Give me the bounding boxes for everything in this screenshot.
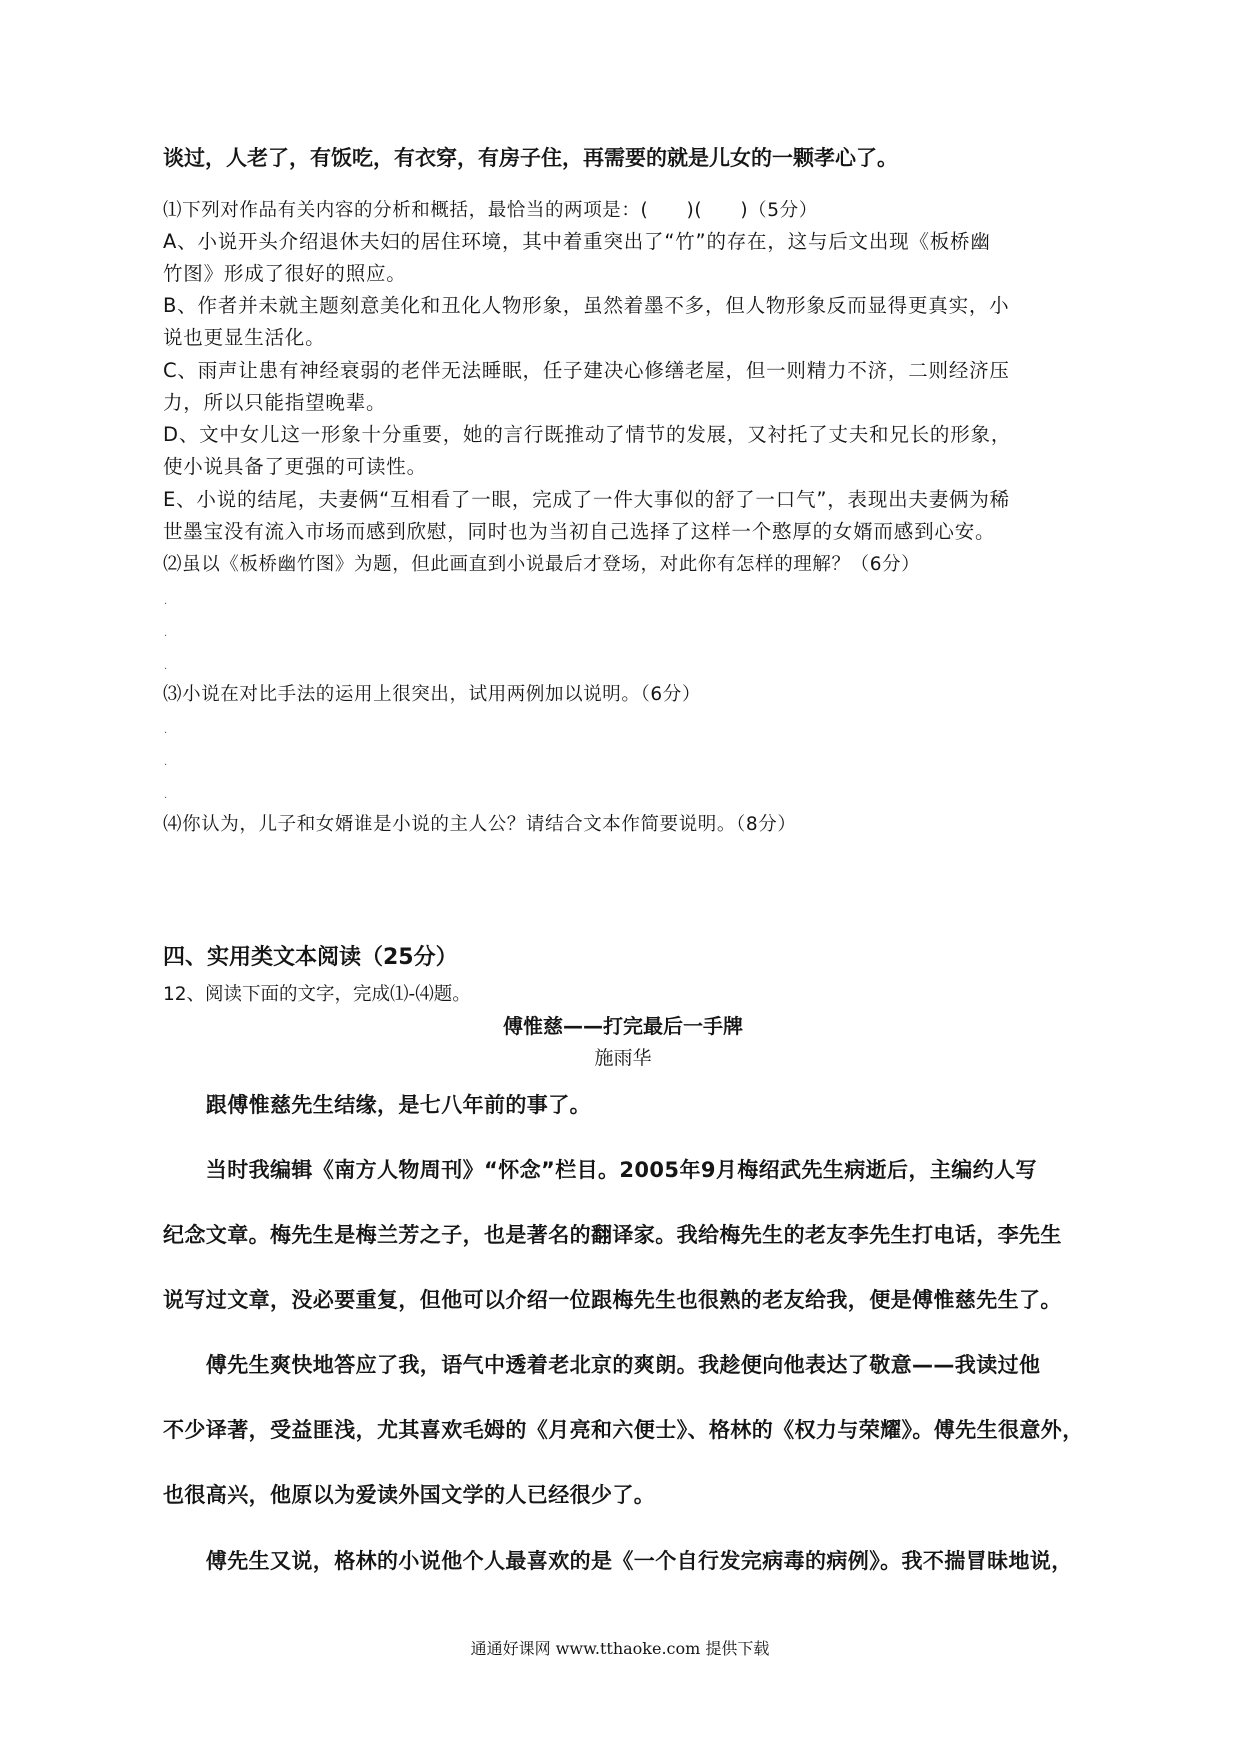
- body-paragraph-line: 跟傅惟慈先生结缘，是七八年前的事了。: [163, 1093, 591, 1117]
- body-paragraph-line: 当时我编辑《南方人物周刊》“怀念”栏目。2005年9月梅绍武先生病逝后，主编约人写: [163, 1158, 1037, 1182]
- body-paragraph-line: 傅先生又说，格林的小说他个人最喜欢的是《一个自行发完病毒的病例》。我不揣冒昧地说，: [163, 1549, 1073, 1573]
- body-paragraph-line: 纪念文章。梅先生是梅兰芳之子，也是著名的翻译家。我给梅先生的老友李先生打电话，李先生: [163, 1223, 1062, 1247]
- option-e-line-2: 世墨宝没有流入市场而感到欣慰，同时也为当初自己选择了这样一个憨厚的女婿而感到心安。: [163, 520, 996, 543]
- question-1-prompt: ⑴下列对作品有关内容的分析和概括，最恰当的两项是：( )( )（5分）: [163, 200, 818, 221]
- task-instruction: 12、阅读下面的文字，完成⑴-⑷题。: [163, 984, 471, 1005]
- option-c-line-1: C、雨声让患有神经衰弱的老伴无法睡眠，任子建决心修缮老屋，但一则精力不济，二则经济压: [163, 359, 1010, 382]
- body-paragraph-line: 说写过文章，没必要重复，但他可以介绍一位跟梅先生也很熟的老友给我，便是傅惟慈先生了。: [163, 1288, 1062, 1312]
- option-a-line-1: A、小说开头介绍退休夫妇的居住环境，其中着重突出了“竹”的存在，这与后文出现《板桥幽: [163, 230, 991, 253]
- body-paragraph-line: 不少译著，受益匪浅，尤其喜欢毛姆的《月亮和六便士》、格林的《权力与荣耀》。傅先生很意外，: [163, 1418, 1084, 1442]
- option-d-line-1: D、文中女儿这一形象十分重要，她的言行既推动了情节的发展，又衬托了丈夫和兄长的形象，: [163, 423, 1012, 446]
- article-author: 施雨华: [594, 1047, 652, 1069]
- body-paragraph-line: 傅先生爽快地答应了我，语气中透着老北京的爽朗。我趁便向他表达了敬意——我读过他: [163, 1353, 1041, 1377]
- option-b-line-2: 说也更显生活化。: [163, 326, 326, 349]
- answer-space-mark: .: [164, 725, 168, 736]
- option-b-line-1: B、作者并未就主题刻意美化和丑化人物形象，虽然着墨不多，但人物形象反而显得更真实，小: [163, 294, 1010, 317]
- answer-space-mark: .: [164, 790, 168, 801]
- question-4-prompt: ⑷你认为，儿子和女婿谁是小说的主人公？请结合文本作简要说明。（8分）: [163, 814, 797, 835]
- section-title: 四、实用类文本阅读（25分）: [163, 945, 458, 970]
- option-d-line-2: 使小说具备了更强的可读性。: [163, 455, 427, 478]
- page-footer: 通通好课网 www.tthaoke.com 提供下载: [470, 1639, 770, 1658]
- question-3-prompt: ⑶小说在对比手法的运用上很突出，试用两例加以说明。（6分）: [163, 684, 701, 705]
- answer-space-mark: .: [164, 661, 168, 672]
- answer-space-mark: .: [164, 596, 168, 607]
- option-e-line-1: E、小说的结尾，夫妻俩“互相看了一眼，完成了一件大事似的舒了一口气”，表现出夫妻俩为稀: [163, 488, 1010, 511]
- option-a-line-2: 竹图》形成了很好的照应。: [163, 262, 407, 285]
- option-c-line-2: 力，所以只能指望晚辈。: [163, 391, 387, 414]
- body-paragraph-line: 也很高兴，他原以为爱读外国文学的人已经很少了。: [163, 1483, 656, 1507]
- question-2-prompt: ⑵虽以《板桥幽竹图》为题，但此画直到小说最后才登场，对此你有怎样的理解？（6分）: [163, 554, 921, 575]
- article-title: 傅惟慈——打完最后一手牌: [503, 1014, 743, 1038]
- answer-space-mark: .: [164, 757, 168, 768]
- answer-space-mark: .: [164, 628, 168, 639]
- intro-line: 谈过，人老了，有饭吃，有衣穿，有房子住，再需要的就是儿女的一颗孝心了。: [163, 146, 898, 170]
